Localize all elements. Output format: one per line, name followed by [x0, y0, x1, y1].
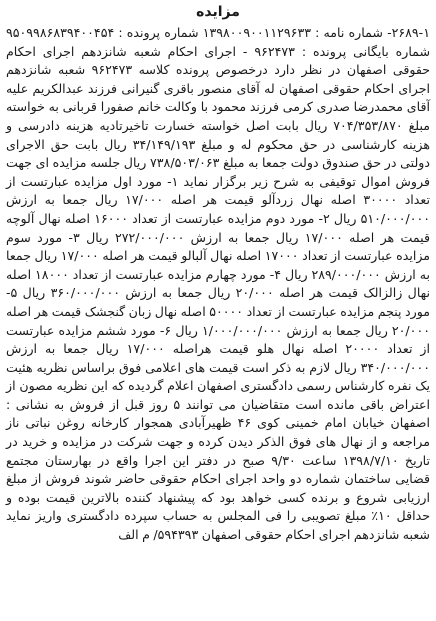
- notice-title: مزایده: [196, 4, 240, 20]
- notice-body: ۲۶۸۹-۱- شماره نامه : ۱۳۹۸۰۰۹۰۰۱۱۲۹۶۳۳ شماره پرونده : ۹۵۰۹۹۸۶۸۳۹۴۰۰۴۵۴ شماره بایگانی پرونده : ۹۶۲۴۷۳ - اجرای احکام شعبه شانزدهم اجرای احکام حقوقی اصفهان در نظر دارد درخصوص پرونده کلاسه ۹۶۲۴۷۳ شعبه شانزدهم اجرای احکام حقوقی اصفهان له آقای منصور باقری گنیرانی فرزند عبدالکریم علیه آقای محمدرضا صدری کرمی فرزند محمود با وکالت خانم صفورا قربانی به خواسته مبلغ ۷۰۴/۳۵۳/۸۷۰ ریال بابت اصل خواسته خسارت تاخیرتادیه هزینه دادرسی و هزینه کارشناسی در حق محکوم له و مبلغ ۳۴/۱۴۹/۱۹۳ ریال بابت حق الاجرای دولتی در حق صندوق دولت جمعا به مبلغ ۷۳۸/۵۰۳/۰۶۳ ریال جلسه مزایده ای جهت فروش اموال توقیفی به شرح زیر برگزار نماید ۱- مورد اول مزایده عبارتست از تعداد ۳۰۰۰۰ اصله نهال زردآلو قیمت هر اصله ۱۷/۰۰۰ ریال جمعا به ارزش ۵۱۰/۰۰۰/۰۰۰ ریال ۲- مورد دوم مزایده عبارتست از تعداد ۱۶۰۰۰ اصله نهال آلوچه قیمت هر اصله ۱۷/۰۰۰ ریال جمعا به ارزش ۲۷۲/۰۰۰/۰۰۰ ریال ۳- مورد سوم مزایده عبارتست از تعداد ۱۷۰۰۰ اصله نهال آلبالو قیمت هر اصله ۱۷/۰۰۰ ریال جمعا به ارزش ۲۸۹/۰۰۰/۰۰۰ ریال ۴- مورد چهارم مزایده عبارتست از تعداد ۱۸۰۰۰ اصله نهال زالزالک قیمت هر اصله ۲۰/۰۰۰ ریال جمعا به ارزش ۳۶۰/۰۰۰/۰۰۰ ریال ۵- مورد پنجم مزایده عبارتست از تعداد ۵۰۰۰۰ اصله نهال زبان گنجشک قیمت هر اصله ۲۰/۰۰۰ ریال جمعا به ارزش ۱/۰۰۰/۰۰۰/۰۰۰ ریال ۶- مورد ششم مزایده عبارتست از تعداد ۲۰۰۰۰ اصله نهال هلو قیمت هراصله ۱۷/۰۰۰ ریال جمعا به ارزش ۳۴۰/۰۰۰/۰۰۰ ریال لازم به ذکر است قیمت های اعلامی فوق براساس نظریه هئیت یک نفره کارشناس رسمی دادگستری اصفهان اعلام گردیده که این نظریه مصون از اعتراض باقی مانده است متقاضیان می توانند ۵ روز قبل از فروش به نشانی : اصفهان خیابان امام خمینی کوی ۴۶ ظهیرآبادی همجوار کارخانه روغن نباتی ناز مراجعه و از نهال های فوق الذکر دیدن کرده و جهت شرکت در مزایده و خرید در تاریخ ۱۳۹۸/۷/۱۰ ساعت ۹/۳۰ صبح در دفتر این اجرا واقع در بهارستان مجتمع قضایی ساختمان شماره دو واحد اجرای احکام حقوقی حاضر شوند فروش از مبلغ ارزیابی شروع و برنده کسی خواهد بود که پیشنهاد کننده بالاترین قیمت بوده و حداقل ۱۰٪ مبلغ تصویبی را فی المجلس به حساب سپرده دادگستری واریز نماید شعبه شانزدهم اجرای احکام حقوقی اصفهان ۵۹۴۳۹۳/ م الف: [6, 25, 431, 543]
- auction-notice: [6, 2, 430, 619]
